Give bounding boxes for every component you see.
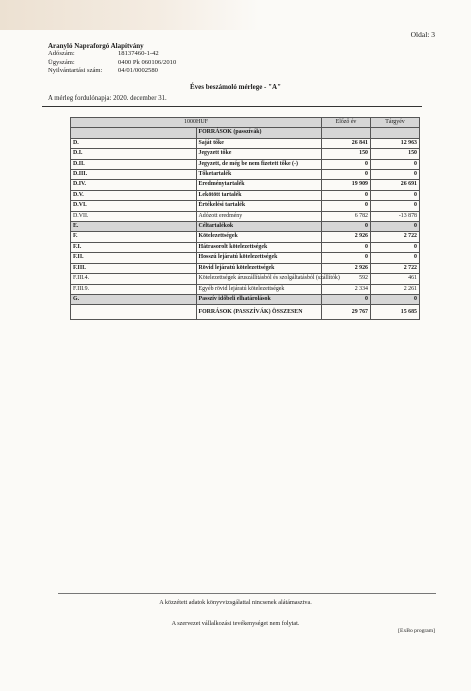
row-curr-value: 0 bbox=[371, 242, 420, 252]
row-label: Eredménytartalék bbox=[196, 180, 322, 190]
col-header-prev: Előző év bbox=[322, 118, 371, 128]
row-prev-value: 19 909 bbox=[322, 180, 371, 190]
row-prev-value: 150 bbox=[322, 149, 371, 159]
org-name: Aranyló Napraforgó Alapítvány bbox=[48, 42, 144, 50]
row-code: D.V. bbox=[71, 190, 197, 200]
row-label: Tőketartalék bbox=[196, 170, 322, 180]
row-curr-value: -13 878 bbox=[371, 211, 420, 221]
page-number: Oldal: 3 bbox=[410, 30, 435, 39]
table-row bbox=[71, 159, 420, 169]
field-value: 04/01/0002580 bbox=[118, 67, 158, 75]
table-row bbox=[71, 170, 420, 180]
table-row bbox=[71, 180, 420, 190]
row-prev-value: 0 bbox=[322, 190, 371, 200]
row-prev-value: 0 bbox=[322, 170, 371, 180]
table-row bbox=[71, 149, 420, 159]
col-header-curr: Tárgyév bbox=[371, 118, 420, 128]
row-label: Jegyzett tőke bbox=[196, 149, 322, 159]
row-code: D. bbox=[71, 138, 197, 148]
row-prev-value: 0 bbox=[322, 222, 371, 232]
row-label: Céltartalékok bbox=[196, 222, 322, 232]
table-row bbox=[71, 222, 420, 232]
unit-header: 1000HUF bbox=[71, 118, 322, 128]
row-code: F.III.4. bbox=[71, 274, 197, 284]
row-code: E. bbox=[71, 222, 197, 232]
row-prev-value: 0 bbox=[322, 253, 371, 263]
row-prev-value: 0 bbox=[322, 294, 371, 304]
balance-sheet-table bbox=[70, 117, 420, 320]
table-header-row bbox=[71, 118, 420, 128]
audit-note: A közzétett adatok könyvvizsgálattal nincsenek alátámasztva. bbox=[159, 599, 312, 606]
document-title: Éves beszámoló mérlege - "A" bbox=[190, 83, 281, 91]
row-code: F.III.9. bbox=[71, 284, 197, 294]
table-row bbox=[71, 253, 420, 263]
row-prev-value: 2 334 bbox=[322, 284, 371, 294]
table-row bbox=[71, 201, 420, 211]
org-field-row bbox=[48, 50, 176, 58]
table-row bbox=[71, 232, 420, 242]
row-label: Jegyzett, de még be nem fizetett tőke (-) bbox=[196, 159, 322, 169]
row-prev-value: 592 bbox=[322, 274, 371, 284]
program-label: [ExBo program] bbox=[398, 628, 435, 634]
table-row bbox=[71, 274, 420, 284]
row-prev-value: 6 782 bbox=[322, 211, 371, 221]
row-label: Egyéb rövid lejáratú kötelezettségek bbox=[196, 284, 322, 294]
table-row bbox=[71, 242, 420, 252]
row-label: Értékelési tartalék bbox=[196, 201, 322, 211]
row-curr-value: 0 bbox=[371, 222, 420, 232]
row-curr-value: 2 261 bbox=[371, 284, 420, 294]
paper-stain bbox=[0, 0, 260, 30]
org-field-row bbox=[48, 59, 176, 67]
row-curr-value: 0 bbox=[371, 253, 420, 263]
field-key: Adószám: bbox=[48, 50, 75, 58]
row-prev-value: 0 bbox=[322, 159, 371, 169]
row-label: Adózott eredmény bbox=[196, 211, 322, 221]
row-label: Kötelezettségek áruszállításból és szolgáltatásból (szállítók) bbox=[196, 274, 322, 284]
field-key: Ügyszám: bbox=[48, 58, 75, 66]
row-label: Hosszú lejáratú kötelezettségek bbox=[196, 253, 322, 263]
row-curr-value: 2 722 bbox=[371, 232, 420, 242]
row-curr-value: 461 bbox=[371, 274, 420, 284]
divider bbox=[58, 593, 436, 594]
table-row bbox=[71, 190, 420, 200]
row-curr-value: 26 691 bbox=[371, 180, 420, 190]
row-code: F.III. bbox=[71, 263, 197, 273]
row-curr-value: 0 bbox=[371, 201, 420, 211]
total-row bbox=[71, 305, 420, 320]
table-row bbox=[71, 294, 420, 304]
row-code: F. bbox=[71, 232, 197, 242]
row-curr-value: 2 722 bbox=[371, 263, 420, 273]
row-prev-value: 2 926 bbox=[322, 263, 371, 273]
table-row bbox=[71, 263, 420, 273]
row-curr-value: 0 bbox=[371, 190, 420, 200]
row-label: Lekötött tartalék bbox=[196, 190, 322, 200]
row-curr-value: 150 bbox=[371, 149, 420, 159]
divider bbox=[42, 106, 422, 107]
row-code: D.II. bbox=[71, 159, 197, 169]
table-row bbox=[71, 138, 420, 148]
row-code: D.VI. bbox=[71, 201, 197, 211]
row-code: D.III. bbox=[71, 170, 197, 180]
table-row bbox=[71, 211, 420, 221]
row-label: Passzív időbeli elhatárolások bbox=[196, 294, 322, 304]
table-row bbox=[71, 284, 420, 294]
row-label: Rövid lejáratú kötelezettségek bbox=[196, 263, 322, 273]
section-header-row bbox=[71, 128, 420, 138]
row-code: F.II. bbox=[71, 253, 197, 263]
row-label: Saját tőke bbox=[196, 138, 322, 148]
row-code: D.IV. bbox=[71, 180, 197, 190]
row-curr-value: 0 bbox=[371, 159, 420, 169]
row-label: Kötelezettségek bbox=[196, 232, 322, 242]
row-code: F.I. bbox=[71, 242, 197, 252]
row-label: Hátrasorolt kötelezettségek bbox=[196, 242, 322, 252]
reporting-date: A mérleg fordulónapja: 2020. december 31. bbox=[48, 95, 167, 102]
field-key: Nyilvántartási szám: bbox=[48, 67, 103, 75]
total-curr-value: 15 685 bbox=[371, 305, 420, 320]
field-value: 18137460-1-42 bbox=[118, 50, 159, 58]
row-prev-value: 0 bbox=[322, 242, 371, 252]
row-code: D.VII. bbox=[71, 211, 197, 221]
row-prev-value: 0 bbox=[322, 201, 371, 211]
row-curr-value: 0 bbox=[371, 170, 420, 180]
row-code: D.I. bbox=[71, 149, 197, 159]
row-curr-value: 0 bbox=[371, 294, 420, 304]
section-label: FORRÁSOK (passzívák) bbox=[196, 128, 322, 138]
field-value: 0400 Pk 060106/2010 bbox=[118, 58, 177, 66]
activity-note: A szervezet vállalkozási tevékenységet nem folytat. bbox=[171, 620, 300, 627]
org-header bbox=[48, 42, 176, 76]
row-curr-value: 12 963 bbox=[371, 138, 420, 148]
row-prev-value: 26 841 bbox=[322, 138, 371, 148]
row-code: G. bbox=[71, 294, 197, 304]
total-prev-value: 29 767 bbox=[322, 305, 371, 320]
row-prev-value: 2 926 bbox=[322, 232, 371, 242]
org-field-row bbox=[48, 67, 176, 75]
total-label: FORRÁSOK (PASSZÍVÁK) ÖSSZESEN bbox=[196, 305, 322, 320]
